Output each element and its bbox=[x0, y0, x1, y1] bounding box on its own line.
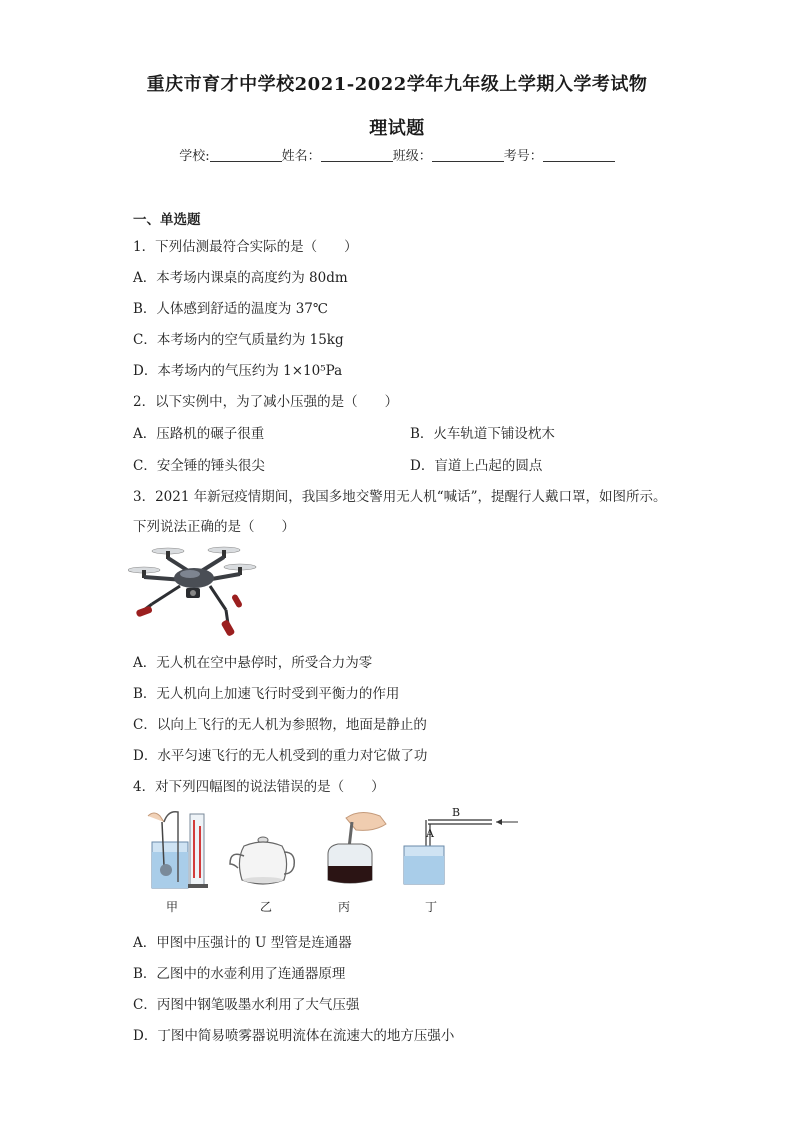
q2-option-a: A．压路机的碾子很重 bbox=[133, 426, 265, 442]
id-blank[interactable] bbox=[543, 148, 615, 162]
q2-stem: 2．以下实例中，为了减小压强的是（ ） bbox=[133, 394, 399, 410]
page-title-line1: 重庆市育才中学校2021-2022学年九年级上学期入学考试物 bbox=[146, 74, 648, 95]
q1-option-a: A．本考场内课桌的高度约为 80dm bbox=[133, 270, 348, 286]
school-blank[interactable] bbox=[210, 148, 282, 162]
q1-option-d: D．本考场内的气压约为 1×10⁵Pa bbox=[133, 363, 343, 379]
q3-option-a: A．无人机在空中悬停时，所受合力为零 bbox=[133, 655, 373, 671]
label-a: A bbox=[426, 827, 434, 840]
drone-image bbox=[128, 540, 258, 640]
figure-caption-ding: 丁 bbox=[425, 900, 438, 914]
q2-option-b: B．火车轨道下铺设枕木 bbox=[410, 426, 555, 442]
name-label: 姓名： bbox=[281, 149, 321, 164]
sprayer-figure bbox=[398, 802, 524, 890]
pressure-gauge-figure bbox=[138, 808, 218, 890]
q3-option-c: C．以向上飞行的无人机为参照物，地面是静止的 bbox=[133, 717, 427, 733]
q2-option-d: D．盲道上凸起的圆点 bbox=[410, 458, 543, 474]
teapot-figure bbox=[228, 832, 298, 888]
fountain-pen-figure bbox=[318, 808, 390, 888]
id-label: 考号： bbox=[503, 149, 543, 164]
page-title-line2: 理试题 bbox=[369, 118, 425, 139]
q1-option-c: C．本考场内的空气质量约为 15kg bbox=[133, 332, 344, 348]
q1-option-b: B．人体感到舒适的温度为 37℃ bbox=[133, 301, 328, 317]
section-title: 一、单选题 bbox=[133, 212, 201, 228]
q3-option-d: D．水平匀速飞行的无人机受到的重力对它做了功 bbox=[133, 748, 428, 764]
student-info-row bbox=[0, 145, 794, 164]
q4-option-a: A．甲图中压强计的 U 型管是连通器 bbox=[133, 935, 352, 951]
figure-caption-bing: 丙 bbox=[338, 900, 351, 914]
q4-option-b: B．乙图中的水壶利用了连通器原理 bbox=[133, 966, 346, 982]
school-label: 学校: bbox=[179, 149, 210, 164]
q4-option-c: C．丙图中钢笔吸墨水利用了大气压强 bbox=[133, 997, 360, 1013]
q3-stem-line2: 下列说法正确的是（ ） bbox=[133, 519, 295, 535]
class-blank[interactable] bbox=[432, 148, 504, 162]
q4-stem: 4．对下列四幅图的说法错误的是（ ） bbox=[133, 779, 385, 795]
figure-caption-jia: 甲 bbox=[166, 900, 179, 914]
name-blank[interactable] bbox=[321, 148, 393, 162]
q3-stem-line1: 3．2021 年新冠疫情期间，我国多地交警用无人机“喊话”，提醒行人戴口罩，如图所示。 bbox=[133, 489, 667, 505]
class-label: 班级： bbox=[392, 149, 432, 164]
label-b: B bbox=[452, 806, 461, 819]
figure-caption-yi: 乙 bbox=[260, 900, 273, 914]
q4-option-d: D．丁图中简易喷雾器说明流体在流速大的地方压强小 bbox=[133, 1028, 455, 1044]
q1-stem: 1．下列估测最符合实际的是（ ） bbox=[133, 239, 358, 255]
q2-option-c: C．安全锤的锤头很尖 bbox=[133, 458, 265, 474]
q3-option-b: B．无人机向上加速飞行时受到平衡力的作用 bbox=[133, 686, 400, 702]
